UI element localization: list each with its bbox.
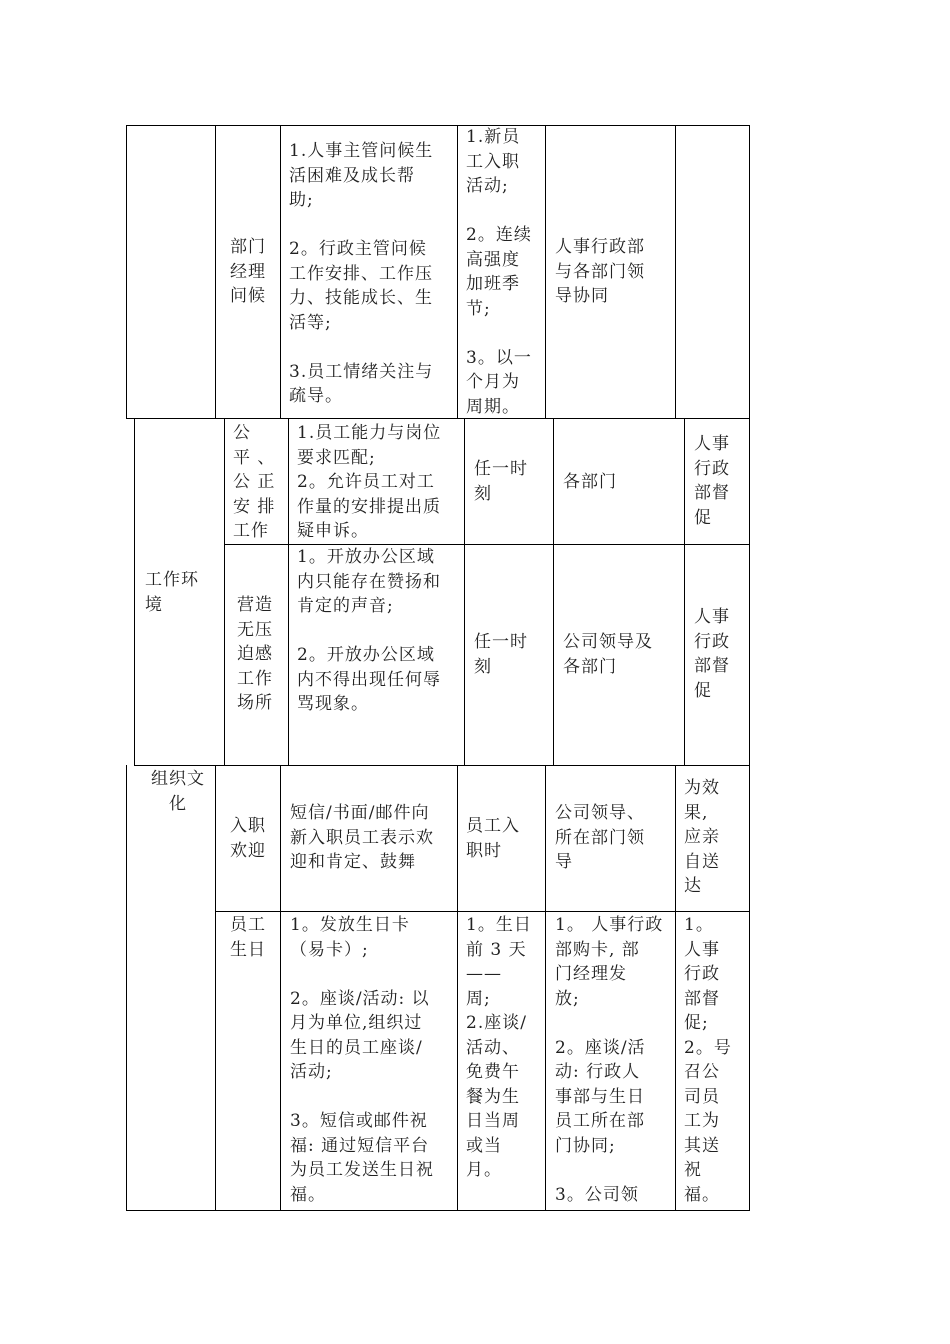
- row2-item-cell: 公 平 、 公 正 安 排 工作: [233, 423, 276, 541]
- row5-owner-cell: 1。 人事行政 部购卡, 部 门经理发 放; 2。座谈/活 动: 行政人 事部与生日 员工所在部 门协同; 3。公司领: [555, 915, 664, 1205]
- row5-item-cell: 员工 生日: [230, 915, 266, 960]
- row1-owner-cell: 人事行政部 与各部门领 导协同: [555, 237, 645, 306]
- row2-owner-cell: 各部门: [563, 472, 617, 492]
- row2-note-cell: 人事 行政 部督 促: [694, 434, 730, 528]
- row4-owner-cell: 公司领导、 所在部门领 导: [555, 803, 645, 872]
- row3-owner-cell: 公司领导及 各部门: [563, 632, 653, 677]
- row2-content-cell: 1.员工能力与岗位 要求匹配; 2。允许员工对工 作量的安排提出质 疑申诉。: [297, 423, 442, 541]
- row4-item-cell: 入职 欢迎: [230, 816, 266, 861]
- row2-time-cell: 任一时 刻: [474, 459, 528, 504]
- row3-content-cell: 1。开放办公区域 内只能存在赞扬和 肯定的声音; 2。开放办公区域 内不得出现任何辱 骂现象。: [297, 547, 441, 714]
- row4-note-cell: 为效 果, 应亲 自送 达: [684, 778, 720, 896]
- row4-time-cell: 员工入 职时: [466, 816, 520, 861]
- row5-content-cell: 1。发放生日卡 （易卡）; 2。座谈/活动: 以 月为单位,组织过 生日的员工座谈/ 活动; 3。短信或邮件祝 福: 通过短信平台 为员工发送生日祝 福。: [290, 915, 434, 1205]
- row4-content-cell: 短信/书面/邮件向 新入职员工表示欢 迎和肯定、鼓舞: [290, 803, 434, 872]
- row3-item-cell: 营造 无压 迫感 工作 场所: [237, 595, 273, 713]
- row1-content-cell: 1.人事主管问候生 活困难及成长帮 助; 2。行政主管问候 工作安排、工作压 力、技能成长、生 活等; 3.员工情绪关注与 疏导。: [289, 141, 434, 406]
- section-organization-culture: 组织文 化: [151, 769, 205, 814]
- row5-time-cell: 1。生日 前 3 天 —— 周; 2.座谈/ 活动、 免费午 餐为生 日当周 或当 月。: [466, 915, 532, 1180]
- section-work-environment: 工作环 境: [145, 570, 199, 615]
- row3-time-cell: 任一时 刻: [474, 632, 528, 677]
- row5-note-cell: 1。 人事 行政 部督 促; 2。号 召公 司员 工为 其送 祝 福。: [684, 915, 732, 1205]
- row1-item-cell: 部门 经理 问候: [230, 237, 266, 306]
- row3-note-cell: 人事 行政 部督 促: [694, 607, 730, 701]
- row1-time-cell: 1.新员 工入职 活动; 2。连续 高强度 加班季 节; 3。以一 个月为 周期。: [466, 127, 532, 417]
